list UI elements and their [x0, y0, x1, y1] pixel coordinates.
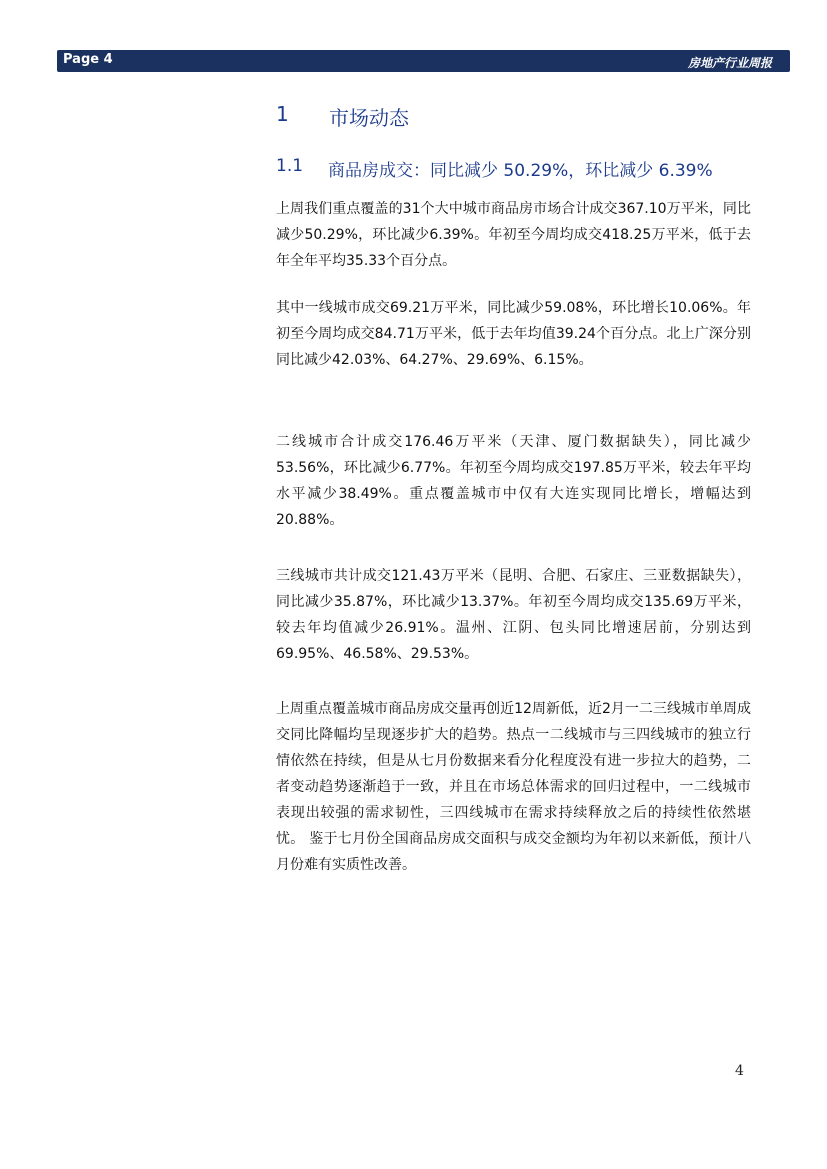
header-bar [57, 50, 790, 72]
paragraph: 上周重点覆盖城市商品房成交量再创近12周新低，近2月一二三线城市单周成交同比降幅均呈现逐步扩大的趋势。热点一二线城市与三四线城市的独立行情依然在持续，但是从七月份数据来看分化程度没有进一步拉大的趋势，二者变动趋势逐渐趋于一致，并且在市场总体需求的回归过程中，一二线城市表现出较强的需求韧性，三四线城市在需求持续释放之后的持续性依然堪忧。 鉴于七月份全国商品房成交面积与成交金额均为年初以来新低，预计八月份难有实质性改善。 [276, 701, 751, 873]
report-title: 房地产行业周报 [687, 56, 772, 70]
paragraph: 三线城市共计成交121.43万平米（昆明、合肥、石家庄、三亚数据缺失），同比减少35.87%，环比减少13.37%。年初至今周均成交135.69万平米，较去年均值减少26.91%。温州、江阴、包头同比增速居前，分别达到69.95%、46.58%、29.53%。 [276, 568, 751, 662]
subsection-title: 商品房成交：同比减少 50.29%，环比减少 6.39% [328, 161, 713, 181]
section-number: 1 [276, 102, 289, 126]
paragraph: 其中一线城市成交69.21万平米，同比减少59.08%，环比增长10.06%。年初至今周均成交84.71万平米，低于去年均值39.24个百分点。北上广深分别同比减少42.03%、64.27%、29.69%、6.15%。 [276, 300, 751, 368]
paragraph: 上周我们重点覆盖的31个大中城市商品房市场合计成交367.10万平米，同比减少50.29%，环比减少6.39%。年初至今周均成交418.25万平米，低于去年全年平均35.33个百分点。 [276, 201, 751, 269]
section-title: 市场动态 [329, 106, 409, 130]
page-number: 4 [735, 1063, 744, 1079]
paragraph: 二线城市合计成交176.46万平米（天津、厦门数据缺失），同比减少53.56%，环比减少6.77%。年初至今周均成交197.85万平米，较去年平均水平减少38.49%。重点覆盖城市中仅有大连实现同比增长，增幅达到20.88%。 [276, 434, 751, 528]
page-label: Page 4 [63, 52, 113, 67]
subsection-number: 1.1 [276, 156, 304, 176]
